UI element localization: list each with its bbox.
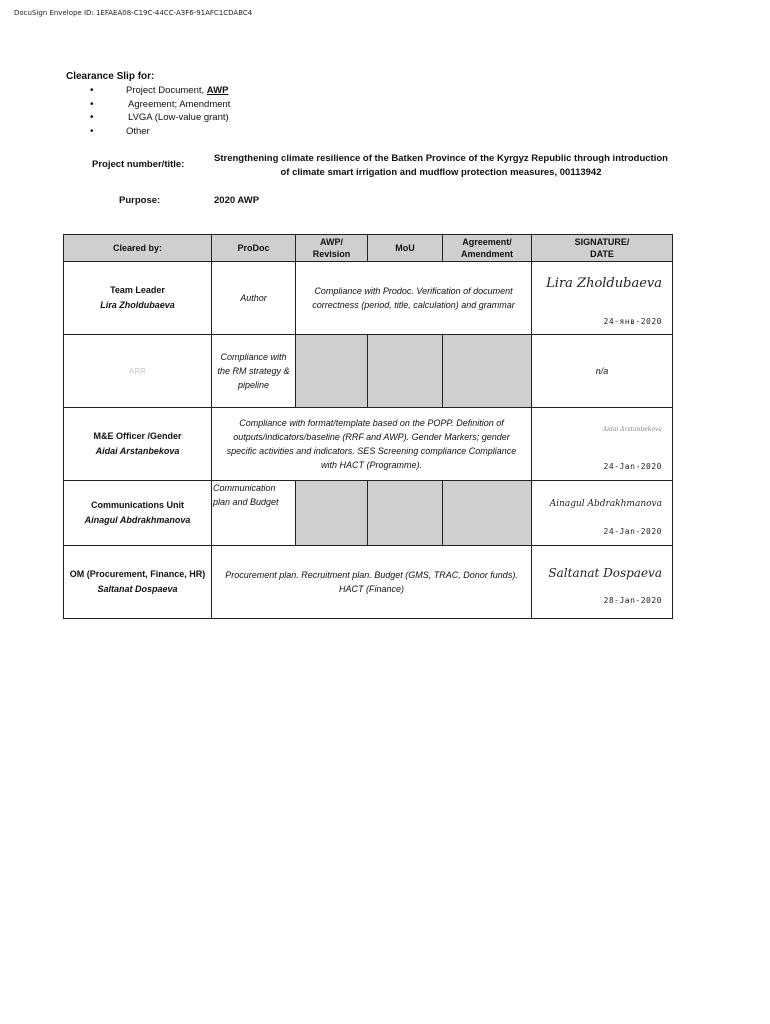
header-prodoc: ProDoc [212, 235, 296, 262]
table-row [64, 335, 673, 408]
header-agreement-amendment: Agreement/ Amendment [443, 235, 532, 262]
signature-image: Lira Zholdubaeva [546, 276, 662, 291]
header-cleared-by: Cleared by: [64, 235, 212, 262]
table-row [64, 408, 673, 481]
person-name: Aidai Arstanbekova [95, 446, 180, 456]
prodoc-cell: Compliance with the RM strategy & pipeline [212, 335, 296, 408]
comment-cell: Procurement plan. Recruitment plan. Budget (GMS, TRAC, Donor funds). HACT (Finance) [212, 546, 532, 619]
signature-cell [532, 546, 673, 619]
table-header-row [64, 235, 673, 262]
cleared-by-cell [64, 262, 212, 335]
signature-date: 28-Jan-2020 [603, 596, 662, 605]
signature-cell [532, 262, 673, 335]
prodoc-cell: Author [212, 262, 296, 335]
cleared-by-cell [64, 408, 212, 481]
docusign-envelope-id: DocuSign Envelope ID: 1EFAEA08-C19C-44CC-A3F6-91AFC1CDABC4 [14, 9, 253, 17]
signature-image: Aidai Arstanbekova [602, 426, 662, 433]
signature-cell: n/a [532, 335, 673, 408]
role-title: Communications Unit [90, 500, 184, 510]
header-signature-date: SIGNATURE/ DATE [532, 235, 673, 262]
cleared-by-cell [64, 481, 212, 546]
awp-emphasis: AWP [206, 85, 229, 96]
header-awp-revision: AWP/ Revision [296, 235, 368, 262]
list-item-text: Project Document, [126, 85, 207, 96]
role-title: OM (Procurement, Finance, HR) [69, 569, 206, 579]
table-row [64, 546, 673, 619]
list-item-text: Agreement; Amendment [128, 98, 231, 110]
table-row [64, 262, 673, 335]
bullet-icon: • [90, 98, 94, 110]
person-name: Ainagul Abdrakhmanova [84, 515, 191, 525]
bullet-icon: • [90, 85, 94, 96]
signature-date: 24-янв-2020 [603, 317, 662, 326]
project-title: Strengthening climate resilience of the Batken Province of the Kyrgyz Republic through introduction of climate smart irrigation and mudflow protection measures, 00113942 [214, 153, 668, 178]
comment-cell: Compliance with Prodoc. Verification of document correctness (period, title, calculation) and grammar [296, 262, 532, 335]
signature-date: 24-Jan-2020 [603, 462, 662, 471]
mou-cell [368, 481, 443, 546]
agreement-cell [443, 481, 532, 546]
agreement-cell [443, 335, 532, 408]
prodoc-cell: Communication plan and Budget [212, 481, 296, 546]
signature-image: Ainagul Abdrakhmanova [549, 499, 662, 509]
list-item-text: LVGA (Low-value grant) [128, 112, 229, 123]
project-number-label: Project number/title: [92, 159, 185, 170]
signature-image: Saltanat Dospaeva [548, 566, 662, 580]
person-name: Saltanat Dospaeva [97, 584, 178, 594]
role-title: Team Leader [110, 285, 165, 295]
mou-cell [368, 335, 443, 408]
header-mou: MoU [368, 235, 443, 262]
signature-cell [532, 408, 673, 481]
bullet-icon: • [90, 125, 94, 137]
signature-cell [532, 481, 673, 546]
signature-date: 24-Jan-2020 [603, 527, 662, 536]
clearance-table [63, 234, 673, 619]
clearance-slip-title: Clearance Slip for: [66, 71, 155, 82]
awp-cell [296, 335, 368, 408]
purpose-value: 2020 AWP [214, 195, 260, 206]
role-title: M&E Officer /Gender [93, 431, 182, 441]
comment-cell: Compliance with format/template based on the POPP. Definition of outputs/indicators/baseline (RRF and AWP). Gender Markers; gender specific activities and indicators. SES Screening compliance Compliance with HACT (Programme). [212, 408, 532, 481]
cleared-by-cell [64, 546, 212, 619]
person-name: Lira Zholdubaeva [100, 300, 175, 310]
bullet-icon: • [90, 112, 94, 123]
awp-cell [296, 481, 368, 546]
role-title: ARR [64, 335, 212, 408]
list-item-text: Other [126, 125, 150, 137]
table-row [64, 481, 673, 546]
purpose-label: Purpose: [119, 195, 161, 206]
